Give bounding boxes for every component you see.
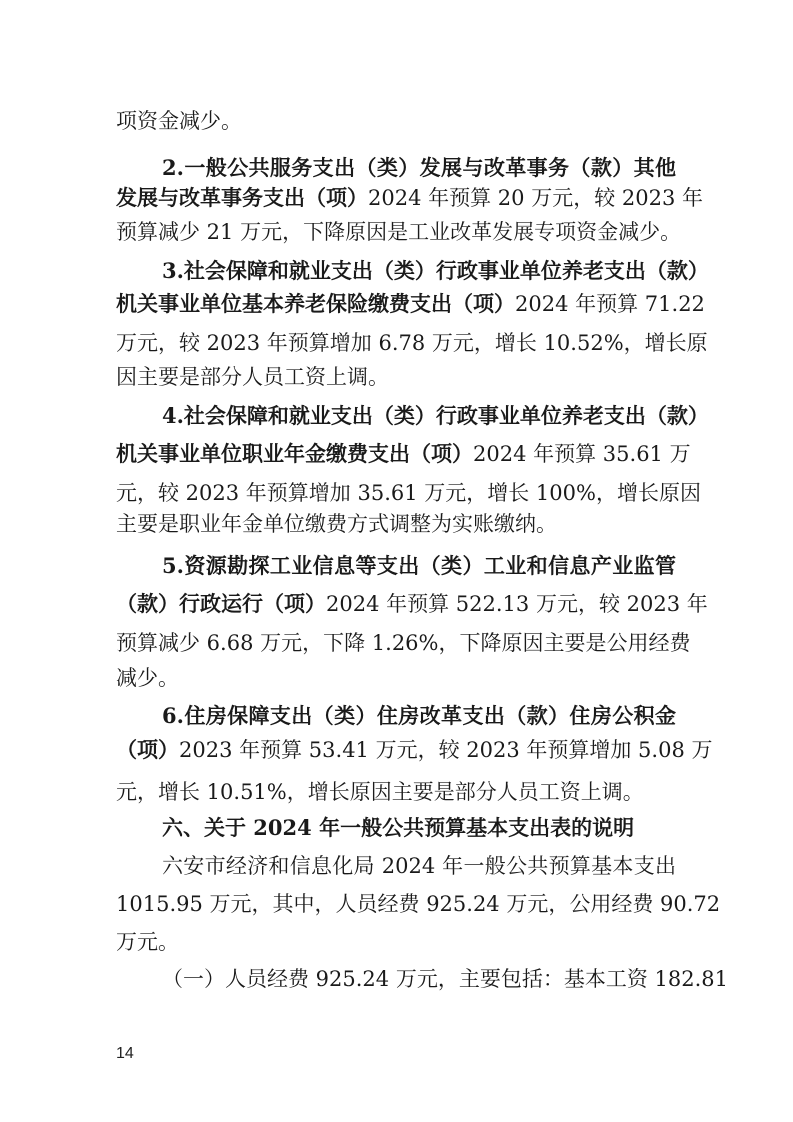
item-heading-6: 6.住房保障支出（类）住房改革支出（款）住房公积金: [162, 703, 676, 728]
text-line: [116, 591, 708, 617]
text-line: 预算减少 21 万元，下降原因是工业改革发展专项资金减少。: [116, 220, 682, 244]
text-span: 2024 年预算 35.61 万: [473, 442, 691, 466]
text-line: 1015.95 万元，其中，人员经费 925.24 万元，公用经费 90.72: [116, 892, 721, 916]
item-heading-5: 5.资源勘探工业信息等支出（类）工业和信息产业监管: [162, 553, 676, 578]
text-span: 2024 年预算 20 万元，较 2023 年: [368, 186, 703, 210]
text-span: 2024 年预算 522.13 万元，较 2023 年: [326, 592, 708, 616]
text-line: [116, 441, 691, 467]
text-line: [116, 185, 703, 211]
text-line: 项资金减少。: [116, 109, 242, 133]
text-line: （一）人员经费 925.24 万元，主要包括：基本工资 182.81: [162, 967, 728, 991]
section-heading-6: 六、关于 2024 年一般公共预算基本支出表的说明: [162, 815, 635, 840]
text-line: [116, 737, 713, 763]
item-heading-3: 3.社会保障和就业支出（类）行政事业单位养老支出（款）: [162, 258, 709, 283]
item-heading-5-cont: （款）行政运行（项）: [116, 591, 326, 616]
item-heading-6-cont: （项）: [116, 737, 179, 762]
text-span: 2023 年预算 53.41 万元，较 2023 年预算增加 5.08 万: [179, 738, 713, 762]
page-number: 14: [116, 1045, 134, 1062]
text-line: 预算减少 6.68 万元，下降 1.26%，下降原因主要是公用经费: [116, 631, 691, 655]
text-span: 2024 年预算 71.22: [515, 292, 705, 316]
text-line: 万元，较 2023 年预算增加 6.78 万元，增长 10.52%，增长原: [116, 331, 708, 355]
text-line: 减少。: [116, 666, 179, 690]
text-line: 元，较 2023 年预算增加 35.61 万元，增长 100%，增长原因: [116, 481, 701, 505]
text-line: 万元。: [116, 930, 179, 954]
item-heading-3-cont: 机关事业单位基本养老保险缴费支出（项）: [116, 291, 515, 316]
item-heading-4-cont: 机关事业单位职业年金缴费支出（项）: [116, 441, 473, 466]
item-heading-4: 4.社会保障和就业支出（类）行政事业单位养老支出（款）: [162, 403, 709, 428]
text-line: 元，增长 10.51%，增长原因主要是部分人员工资上调。: [116, 780, 644, 804]
item-heading-2: 2.一般公共服务支出（类）发展与改革事务（款）其他: [162, 155, 676, 180]
text-line: 六安市经济和信息化局 2024 年一般公共预算基本支出: [162, 854, 676, 878]
text-line: 因主要是部分人员工资上调。: [116, 365, 389, 389]
item-heading-2-cont: 发展与改革事务支出（项）: [116, 185, 368, 210]
text-line: [116, 291, 705, 317]
text-line: 主要是职业年金单位缴费方式调整为实账缴纳。: [116, 512, 557, 536]
